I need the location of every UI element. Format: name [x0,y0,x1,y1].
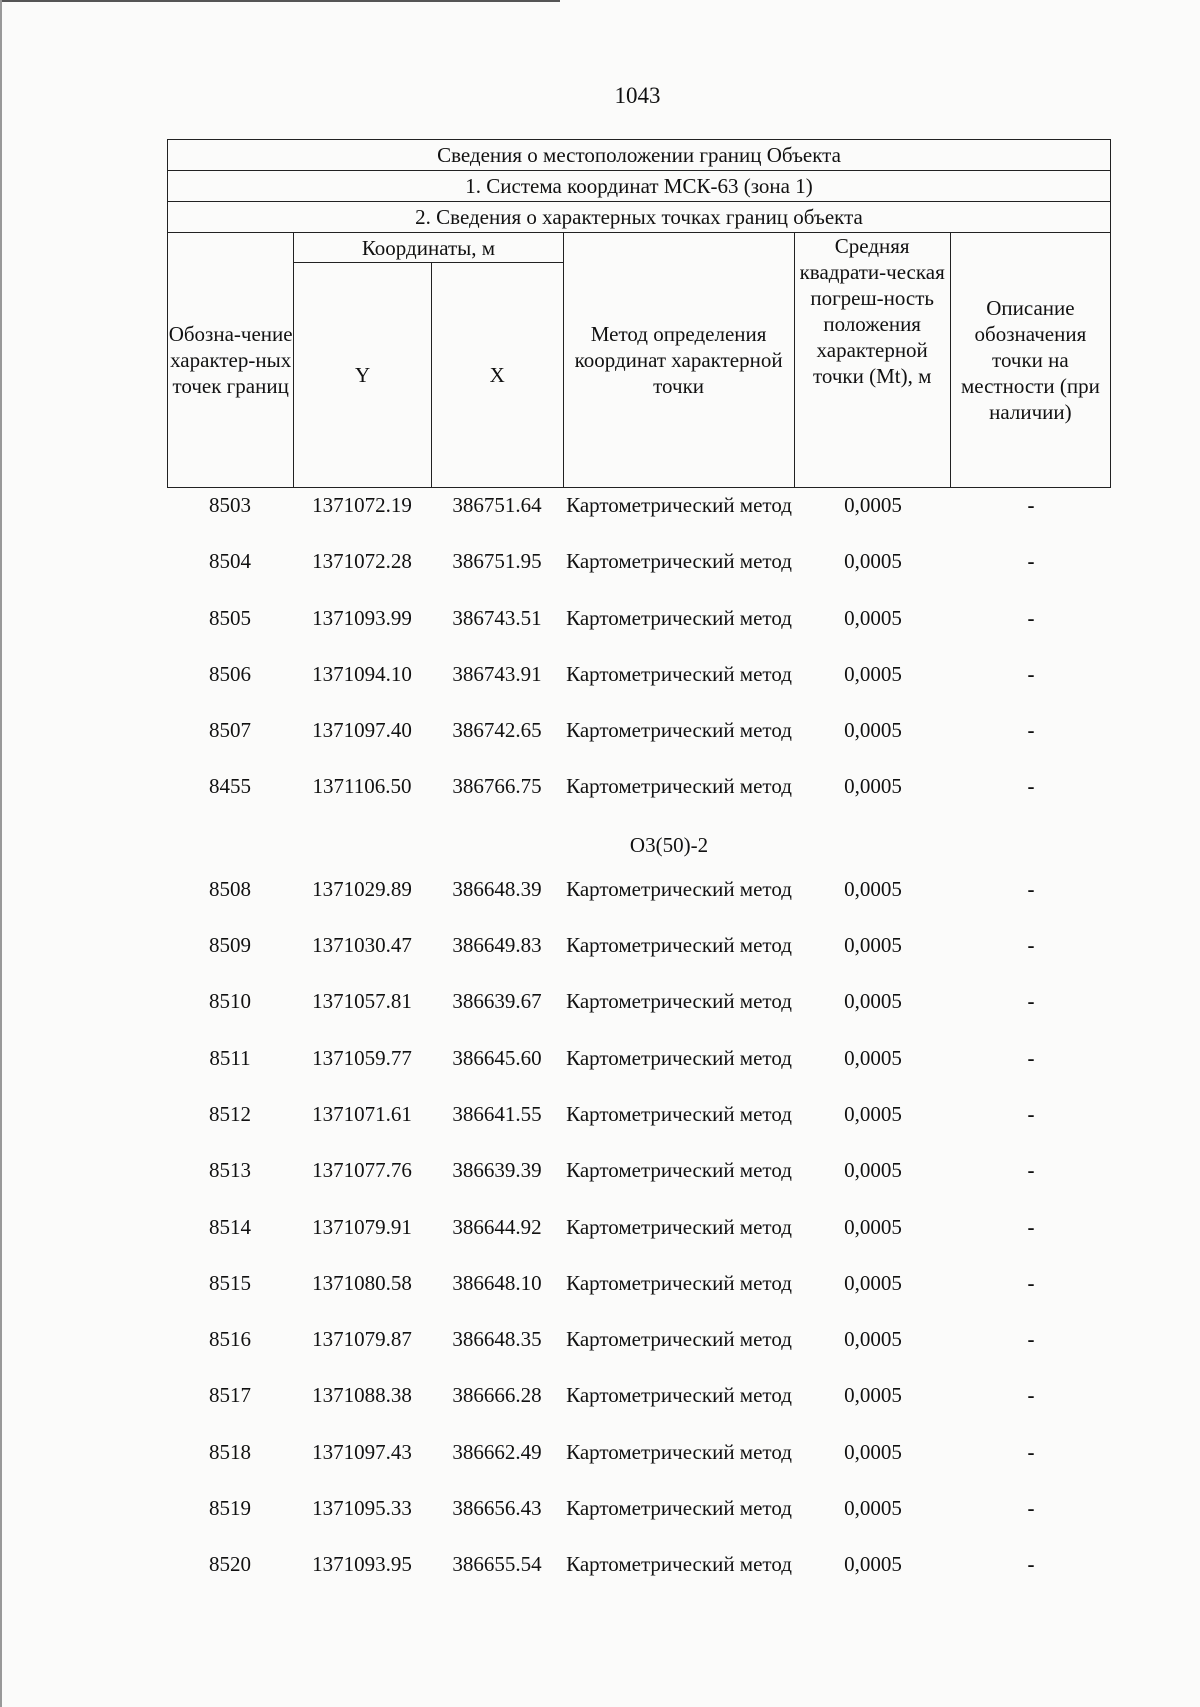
coord-y: 1371071.61 [312,1101,412,1126]
coord-y: 1371057.81 [312,989,412,1014]
point-id: 8505 [209,605,251,630]
method: Картометрический метод [566,1101,792,1126]
description: - [1027,1045,1035,1070]
coord-x: 386666.28 [452,1383,542,1408]
coord-y: 1371030.47 [312,933,412,958]
description: - [1027,1327,1035,1352]
coord-x: 386639.67 [452,989,542,1014]
col-header-method: Метод определения координат характерной точки [563,233,794,488]
description: - [1027,989,1035,1014]
description: - [1027,1101,1035,1126]
coord-x: 386751.95 [452,549,542,574]
coord-x: 386641.55 [452,1101,542,1126]
table-row [167,773,1111,829]
accuracy: 0,0005 [844,876,902,901]
accuracy: 0,0005 [844,605,902,630]
accuracy: 0,0005 [844,1552,902,1577]
col-header-coordinates: Координаты, м [294,233,563,263]
coord-y: 1371059.77 [312,1045,412,1070]
table-row [167,492,1111,548]
accuracy: 0,0005 [844,774,902,799]
accuracy: 0,0005 [844,1327,902,1352]
accuracy: 0,0005 [844,493,902,517]
method: Картометрический метод [566,605,792,630]
method: Картометрический метод [566,1214,792,1239]
coord-y: 1371094.10 [312,661,412,686]
accuracy: 0,0005 [844,989,902,1014]
accuracy: 0,0005 [844,1045,902,1070]
coord-y: 1371093.95 [312,1552,412,1577]
accuracy: 0,0005 [844,1214,902,1239]
coord-x: 386655.54 [452,1552,542,1577]
coord-x: 386742.65 [452,718,542,743]
coord-y: 1371093.99 [312,605,412,630]
description: - [1027,605,1035,630]
method: Картометрический метод [566,1270,792,1295]
point-id: 8516 [209,1327,251,1352]
point-id: 8520 [209,1552,251,1577]
table-row [167,1439,1111,1495]
table-row [167,1551,1111,1607]
point-id: 8513 [209,1158,251,1183]
coord-x: 386656.43 [452,1496,542,1521]
coord-x: 386743.91 [452,661,542,686]
method: Картометрический метод [566,876,792,901]
table-row [167,932,1111,988]
point-id: 8509 [209,933,251,958]
point-id: 8507 [209,718,251,743]
col-header-description: Описание обозначения точки на местности (при наличии) [950,233,1110,488]
rows-group-b [167,876,1111,1608]
description: - [1027,1270,1035,1295]
point-id: 8455 [209,774,251,799]
accuracy: 0,0005 [844,661,902,686]
method: Картометрический метод [566,549,792,574]
col-header-x: X [431,263,563,488]
description: - [1027,1158,1035,1183]
table-row [167,717,1111,773]
method: Картометрический метод [566,1158,792,1183]
section-title: 2. Сведения о характерных точках границ объекта [168,202,1111,233]
table-row [167,1157,1111,1213]
boundary-header-table [167,139,1111,488]
rows-group-a [167,492,1111,830]
coord-y: 1371072.28 [312,549,412,574]
point-id: 8508 [209,876,251,901]
coordinate-rows [167,492,1111,1608]
method: Картометрический метод [566,1552,792,1577]
coord-y: 1371106.50 [312,774,412,799]
point-id: 8503 [209,493,251,517]
coord-x: 386644.92 [452,1214,542,1239]
coord-y: 1371080.58 [312,1270,412,1295]
table-row [167,1101,1111,1157]
method: Картометрический метод [566,1383,792,1408]
coord-y: 1371095.33 [312,1496,412,1521]
coord-y: 1371097.43 [312,1439,412,1464]
point-id: 8518 [209,1439,251,1464]
table-row [167,1270,1111,1326]
table-title: Сведения о местоположении границ Объекта [168,140,1111,171]
accuracy: 0,0005 [844,1496,902,1521]
coord-x: 386639.39 [452,1158,542,1183]
coord-y: 1371079.87 [312,1327,412,1352]
col-header-accuracy: Средняя квадрати-ческая погреш-ность положения характерной точки (Mt), м [794,233,950,488]
description: - [1027,1383,1035,1408]
description: - [1027,1214,1035,1239]
coord-x: 386751.64 [452,493,542,517]
description: - [1027,1439,1035,1464]
group-label: О3(50)-2 [629,832,709,857]
method: Картометрический метод [566,933,792,958]
method: Картометрический метод [566,989,792,1014]
description: - [1027,661,1035,686]
scan-edge [0,0,2,1707]
point-id: 8504 [209,549,251,574]
table-row [167,661,1111,717]
table-row [167,1326,1111,1382]
method: Картометрический метод [566,1327,792,1352]
description: - [1027,549,1035,574]
method: Картометрический метод [566,718,792,743]
table-row [167,1045,1111,1101]
description: - [1027,774,1035,799]
coord-x: 386766.75 [452,774,542,799]
coord-x: 386648.35 [452,1327,542,1352]
coord-x: 386743.51 [452,605,542,630]
method: Картометрический метод [566,661,792,686]
accuracy: 0,0005 [844,718,902,743]
point-id: 8517 [209,1383,251,1408]
coord-x: 386662.49 [452,1439,542,1464]
coord-x: 386648.39 [452,876,542,901]
table-row [167,988,1111,1044]
point-id: 8512 [209,1101,251,1126]
point-id: 8506 [209,661,251,686]
description: - [1027,876,1035,901]
table-row [167,1382,1111,1438]
point-id: 8510 [209,989,251,1014]
description: - [1027,1552,1035,1577]
point-id: 8519 [209,1496,251,1521]
scan-edge [0,0,560,2]
accuracy: 0,0005 [844,1439,902,1464]
accuracy: 0,0005 [844,1101,902,1126]
point-id: 8514 [209,1214,251,1239]
accuracy: 0,0005 [844,1383,902,1408]
method: Картометрический метод [566,1045,792,1070]
coord-y: 1371079.91 [312,1214,412,1239]
page-number: 1043 [614,83,661,108]
method: Картометрический метод [566,1439,792,1464]
accuracy: 0,0005 [844,1158,902,1183]
table-row [167,876,1111,932]
accuracy: 0,0005 [844,1270,902,1295]
table-row [167,1214,1111,1270]
coordinate-system: 1. Система координат МСК-63 (зона 1) [168,171,1111,202]
description: - [1027,718,1035,743]
col-header-y: Y [294,263,432,488]
method: Картометрический метод [566,1496,792,1521]
coord-y: 1371088.38 [312,1383,412,1408]
description: - [1027,933,1035,958]
accuracy: 0,0005 [844,933,902,958]
method: Картометрический метод [566,774,792,799]
coord-y: 1371097.40 [312,718,412,743]
method: Картометрический метод [566,493,792,517]
coord-x: 386645.60 [452,1045,542,1070]
table-row [167,605,1111,661]
point-id: 8511 [209,1045,251,1070]
description: - [1027,493,1035,517]
col-header-point-id: Обозна-чение характер-ных точек границ [168,233,294,488]
coord-y: 1371029.89 [312,876,412,901]
point-id: 8515 [209,1270,251,1295]
description: - [1027,1496,1035,1521]
coord-y: 1371077.76 [312,1158,412,1183]
accuracy: 0,0005 [844,549,902,574]
coord-y: 1371072.19 [312,493,412,517]
table-row [167,548,1111,604]
coord-x: 386648.10 [452,1270,542,1295]
coord-x: 386649.83 [452,933,542,958]
table-row [167,1495,1111,1551]
